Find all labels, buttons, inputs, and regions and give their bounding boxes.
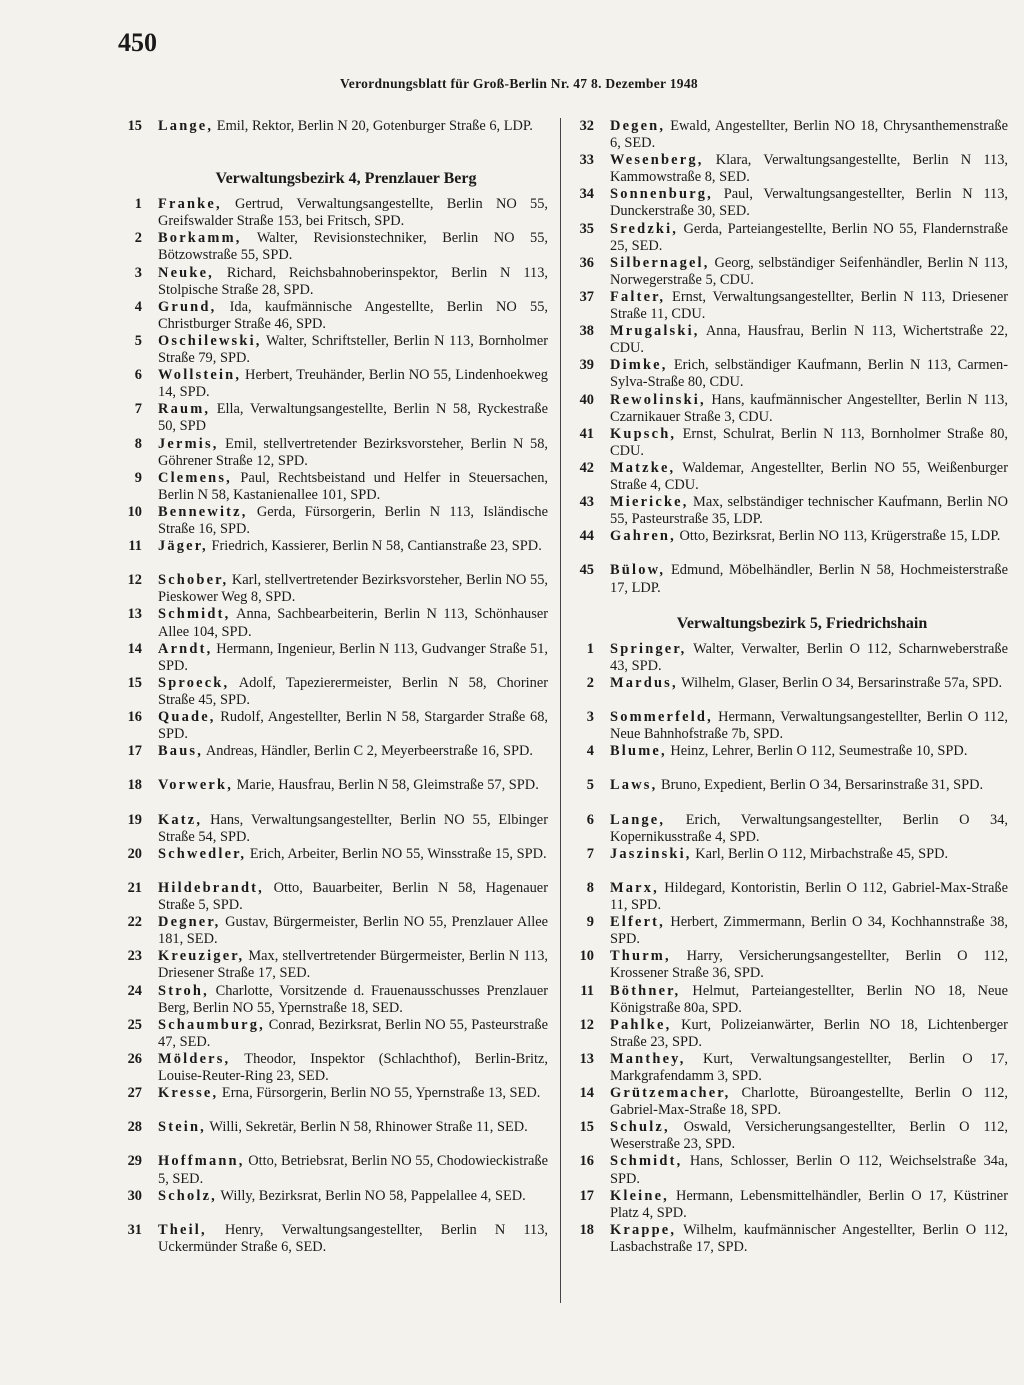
entry-details: Kurt, Polizeianwärter, Berlin NO 18, Lichtenberger Straße 23, SPD.: [610, 1016, 1008, 1050]
entry-number: 23: [127, 948, 142, 965]
entry-number: 31: [127, 1221, 142, 1238]
list-item: [572, 641, 1008, 675]
entry-details: Theodor, Inspektor (Schlachthof), Berlin-Britz, Louise-Reuter-Ring 23, SED.: [158, 1050, 548, 1084]
list-item: [572, 675, 1008, 709]
list-item: [572, 709, 1008, 743]
entry-details: Ewald, Angestellter, Berlin NO 18, Chrysanthemenstraße 6, SED.: [610, 118, 1008, 152]
entry-name: Pahlke,: [610, 1016, 672, 1033]
entry-details: Marie, Hausfrau, Berlin N 58, Gleimstraße 57, SPD.: [236, 777, 539, 794]
entry-number: 5: [586, 777, 594, 794]
entry-details: Richard, Reichsbahnoberinspektor, Berlin N 113, Stolpische Straße 28, SPD.: [158, 264, 548, 298]
entry-name: Lange,: [158, 118, 214, 134]
running-header: Verordnungsblatt für Groß-Berlin Nr. 47 8. Dezember 1948: [340, 76, 698, 91]
entry-number: 9: [134, 469, 142, 486]
entry-details: Hermann, Ingenieur, Berlin N 113, Gudvanger Straße 51, SPD.: [158, 640, 548, 674]
entry-number: 12: [127, 572, 142, 589]
entry-number: 9: [586, 914, 594, 931]
list-item: [572, 494, 1008, 528]
entry-details: Otto, Bauarbeiter, Berlin N 58, Hagenauer Straße 5, SPD.: [158, 879, 548, 914]
list-item: [572, 357, 1008, 391]
entry-number: 29: [127, 1153, 142, 1170]
entry-details: Paul, Rechtsbeistand und Helfer in Steuersachen, Berlin N 58, Kastanienallee 101, SPD.: [158, 469, 548, 503]
entry-number: 18: [127, 777, 142, 794]
list-item: [120, 367, 548, 401]
left-column: [120, 118, 548, 1256]
entry-name: Schaumburg,: [158, 1016, 265, 1033]
entry-details: Gerda, Parteiangestellte, Berlin NO 55, Flandernstraße 25, SED.: [610, 220, 1008, 254]
entry-name: Falter,: [610, 288, 666, 305]
list-item: [572, 914, 1008, 948]
district-heading-prenzlauer-berg: Verwaltungsbezirk 4, Prenzlauer Berg: [215, 170, 477, 188]
entry-details: Walter, Verwalter, Berlin O 112, Scharnweberstraße 43, SPD.: [610, 640, 1008, 674]
left-top-entries: [120, 118, 548, 152]
entry-name: Bülow,: [610, 562, 666, 579]
entry-details: Hans, kaufmännischer Angestellter, Berlin N 113, Czarnikauer Straße 3, CDU.: [610, 391, 1008, 425]
entry-details: Ernst, Schulrat, Berlin N 113, Bornholmer Straße 80, CDU.: [610, 425, 1008, 459]
entry-name: Vorwerk,: [158, 777, 234, 794]
entry-details: Anna, Sachbearbeiterin, Berlin N 113, Schönhauser Allee 104, SPD.: [158, 606, 548, 640]
list-item: [572, 289, 1008, 323]
entry-details: Gustav, Bürgermeister, Berlin NO 55, Prenzlauer Allee 181, SED.: [158, 914, 548, 948]
entry-name: Neuke,: [158, 264, 214, 281]
entry-name: Katz,: [158, 811, 203, 828]
list-item: [120, 846, 548, 880]
entry-number: 42: [579, 459, 594, 476]
list-item: [120, 812, 548, 846]
entry-details: Rudolf, Angestellter, Berlin N 58, Stargarder Straße 68, SPD.: [158, 709, 548, 743]
entry-name: Jaszinski,: [610, 845, 692, 862]
entry-number: 7: [586, 845, 594, 862]
entry-details: Herbert, Treuhänder, Berlin NO 55, Lindenhoekweg 14, SPD.: [158, 367, 548, 401]
entry-details: Gerda, Fürsorgerin, Berlin N 113, Isländische Straße 16, SPD.: [158, 503, 548, 537]
right-entry-list: [572, 641, 1008, 1256]
entry-number: 32: [579, 118, 594, 134]
entry-number: 11: [128, 538, 142, 555]
entry-number: 6: [586, 811, 594, 828]
list-item: [572, 392, 1008, 426]
entry-name: Franke,: [158, 196, 222, 213]
list-item: [120, 1119, 548, 1153]
entry-details: Karl, stellvertretender Bezirksvorsteher, Berlin NO 55, Pieskower Weg 8, SPD.: [158, 572, 548, 606]
entry-number: 6: [134, 367, 142, 384]
entry-number: 44: [579, 528, 594, 545]
entry-number: 27: [127, 1085, 142, 1102]
entry-name: Lange,: [610, 811, 666, 828]
entry-number: 19: [127, 811, 142, 828]
entry-number: 11: [580, 982, 594, 999]
entry-number: 12: [579, 1016, 594, 1033]
list-item: [120, 470, 548, 504]
list-item: [572, 186, 1008, 220]
entry-name: Theil,: [158, 1221, 207, 1238]
entry-name: Gahren,: [610, 528, 676, 545]
entry-name: Thurm,: [610, 948, 671, 965]
list-item: [572, 880, 1008, 914]
entry-name: Oschilewski,: [158, 332, 262, 349]
list-item: [120, 504, 548, 538]
list-item: [572, 221, 1008, 255]
entry-name: Wollstein,: [158, 367, 242, 384]
entry-number: 16: [127, 709, 142, 725]
entry-details: Herbert, Zimmermann, Berlin O 34, Kochhannstraße 38, SPD.: [610, 914, 1008, 948]
entry-details: Henry, Verwaltungsangestellter, Berlin N 113, Uckermünder Straße 6, SED.: [158, 1221, 548, 1255]
entry-name: Grützemacher,: [610, 1085, 731, 1102]
entry-details: Erich, Verwaltungsangestellter, Berlin O 34, Kopernikusstraße 4, SPD.: [610, 811, 1008, 845]
entry-details: Hans, Verwaltungsangestellter, Berlin NO 55, Elbinger Straße 54, SPD.: [158, 811, 548, 845]
entry-name: Rewolinski,: [610, 391, 706, 408]
entry-number: 7: [134, 401, 142, 418]
entry-details: Friedrich, Kassierer, Berlin N 58, Cantianstraße 23, SPD.: [211, 538, 542, 555]
list-item: [572, 1017, 1008, 1051]
entry-name: Stroh,: [158, 982, 209, 999]
entry-name: Kleine,: [610, 1187, 669, 1204]
entry-number: 15: [579, 1119, 594, 1136]
entry-name: Krappe,: [610, 1221, 677, 1238]
entry-details: Charlotte, Vorsitzende d. Frauenausschusses Prenzlauer Berg, Berlin NO 55, Ypernstraße 18, SED.: [158, 982, 548, 1016]
list-item: [572, 528, 1008, 562]
entry-details: Anna, Hausfrau, Berlin N 113, Wichertstraße 22, CDU.: [610, 323, 1008, 357]
entry-name: Manthey,: [610, 1050, 686, 1067]
entry-number: 17: [579, 1187, 594, 1204]
entry-number: 25: [127, 1016, 142, 1033]
entry-details: Harry, Versicherungsangestellter, Berlin O 112, Krossener Straße 36, SPD.: [610, 948, 1008, 982]
list-item: [572, 846, 1008, 880]
list-item: [120, 914, 548, 948]
entry-details: Wilhelm, kaufmännischer Angestellter, Berlin O 112, Lasbachstraße 17, SPD.: [610, 1221, 1008, 1255]
entry-name: Kreuziger,: [158, 948, 245, 965]
list-item: [572, 118, 1008, 152]
entry-details: Georg, selbständiger Seifenhändler, Berlin N 113, Norwegerstraße 5, CDU.: [610, 254, 1008, 288]
entry-details: Karl, Berlin O 112, Mirbachstraße 45, SPD.: [695, 845, 949, 862]
entry-details: Erich, selbständiger Kaufmann, Berlin N 113, Carmen-Sylva-Straße 80, CDU.: [610, 357, 1008, 391]
entry-details: Heinz, Lehrer, Berlin O 112, Seumestraße 10, SPD.: [670, 743, 968, 760]
entry-name: Matzke,: [610, 459, 676, 476]
entry-name: Schmidt,: [158, 606, 231, 623]
list-item: [120, 777, 548, 811]
entry-number: 34: [579, 186, 594, 203]
entry-details: Bruno, Expedient, Berlin O 34, Bersarinstraße 31, SPD.: [661, 777, 984, 794]
entry-number: 17: [127, 743, 142, 760]
entry-name: Grund,: [158, 298, 217, 315]
entry-name: Arndt,: [158, 640, 213, 657]
entry-name: Springer,: [610, 640, 687, 657]
entry-details: Klara, Verwaltungsangestellte, Berlin N 113, Kammowstraße 8, SED.: [610, 152, 1008, 186]
entry-details: Andreas, Händler, Berlin C 2, Meyerbeerstraße 16, SPD.: [205, 743, 533, 760]
entry-number: 35: [579, 220, 594, 237]
list-item: [120, 230, 548, 264]
entry-name: Schmidt,: [610, 1153, 683, 1170]
entry-number: 45: [579, 562, 594, 579]
list-item: [120, 538, 548, 572]
list-item: [572, 1051, 1008, 1085]
entry-number: 41: [579, 425, 594, 442]
entry-number: 3: [586, 709, 594, 725]
entry-name: Clemens,: [158, 469, 232, 486]
entry-name: Marx,: [610, 879, 659, 896]
entry-name: Baus,: [158, 743, 203, 760]
entry-details: Max, stellvertretender Bürgermeister, Berlin N 113, Driesener Straße 17, SED.: [158, 948, 548, 982]
entry-name: Jäger,: [158, 538, 208, 555]
entry-number: 36: [579, 254, 594, 271]
list-item: [120, 1188, 548, 1222]
list-item: [572, 1119, 1008, 1153]
entry-number: 2: [586, 674, 594, 691]
entry-number: 4: [134, 298, 142, 315]
entry-number: 13: [127, 606, 142, 623]
district-heading-friedrichshain: Verwaltungsbezirk 5, Friedrichshain: [676, 614, 928, 632]
list-item: [572, 1085, 1008, 1119]
entry-number: 1: [586, 640, 594, 657]
entry-details: Hildegard, Kontoristin, Berlin O 112, Gabriel-Max-Straße 11, SPD.: [610, 879, 1008, 914]
list-item: [120, 572, 548, 606]
entry-name: Stein,: [158, 1119, 206, 1136]
entry-name: Böthner,: [610, 982, 681, 999]
list-item: [572, 743, 1008, 777]
entry-details: Walter, Revisionstechniker, Berlin NO 55, Bötzowstraße 55, SPD.: [158, 230, 548, 264]
entry-name: Mrugalski,: [610, 323, 700, 340]
list-item: [572, 1188, 1008, 1222]
list-item: [572, 426, 1008, 460]
entry-details: Paul, Verwaltungsangestellter, Berlin N 113, Dunckerstraße 30, SED.: [610, 186, 1008, 220]
entry-number: 20: [127, 845, 142, 862]
list-item: [572, 777, 1008, 811]
entry-name: Degen,: [610, 118, 666, 134]
list-item: [572, 323, 1008, 357]
entry-number: 4: [586, 743, 594, 760]
entry-details: Conrad, Bezirksrat, Berlin NO 55, Pasteurstraße 47, SED.: [158, 1016, 548, 1050]
entry-details: Emil, stellvertretender Bezirksvorsteher, Berlin N 58, Göhrener Straße 12, SPD.: [158, 435, 548, 469]
list-item: [572, 460, 1008, 494]
entry-details: Max, selbständiger technischer Kaufmann, Berlin NO 55, Pasteurstraße 35, LDP.: [610, 494, 1008, 528]
list-item: [120, 401, 548, 435]
entry-name: Silbernagel,: [610, 254, 710, 271]
list-item: [572, 1153, 1008, 1187]
entry-name: Sonnenburg,: [610, 186, 713, 203]
list-item: [120, 436, 548, 470]
entry-name: Schwedler,: [158, 845, 247, 862]
entry-name: Sommerfeld,: [610, 709, 713, 725]
entry-name: Jermis,: [158, 435, 219, 452]
entry-number: 40: [579, 391, 594, 408]
entry-name: Miericke,: [610, 494, 689, 511]
right-column: [572, 118, 1008, 1256]
entry-details: Walter, Schriftsteller, Berlin N 113, Bornholmer Straße 79, SPD.: [158, 332, 548, 367]
entry-name: Schulz,: [610, 1119, 670, 1136]
entry-name: Kresse,: [158, 1085, 219, 1102]
right-top-entries: [572, 118, 1008, 597]
entry-name: Kupsch,: [610, 425, 677, 442]
entry-number: 28: [127, 1119, 142, 1136]
entry-number: 5: [134, 332, 142, 349]
list-item: [120, 299, 548, 333]
entry-number: 15: [127, 674, 142, 691]
list-item: [572, 948, 1008, 982]
list-item: [572, 562, 1008, 596]
entry-details: Kurt, Verwaltungsangestellter, Berlin O 17, Markgrafendamm 3, SPD.: [610, 1050, 1008, 1084]
entry-name: Wesenberg,: [610, 152, 704, 169]
entry-details: Otto, Betriebsrat, Berlin NO 55, Chodowieckistraße 5, SED.: [158, 1153, 548, 1187]
entry-name: Mardus,: [610, 674, 678, 691]
entry-details: Oswald, Versicherungsangestellter, Berlin O 112, Weserstraße 23, SPD.: [610, 1119, 1008, 1153]
list-item: [120, 196, 548, 230]
entry-name: Hoffmann,: [158, 1153, 245, 1170]
entry-number: 14: [579, 1085, 594, 1102]
page-number: 450: [118, 28, 157, 57]
entry-number: 8: [134, 435, 142, 452]
entry-number: 43: [579, 494, 594, 511]
entry-number: 30: [127, 1187, 142, 1204]
list-item: [120, 1085, 548, 1119]
entry-number: 38: [579, 323, 594, 340]
entry-number: 22: [127, 914, 142, 931]
list-item: [120, 709, 548, 743]
column-divider: [560, 118, 561, 1303]
entry-details: Erich, Arbeiter, Berlin NO 55, Winsstraße 15, SPD.: [249, 845, 547, 862]
entry-name: Quade,: [158, 709, 216, 725]
entry-name: Sredzki,: [610, 220, 679, 237]
entry-details: Otto, Bezirksrat, Berlin NO 113, Krügerstraße 15, LDP.: [679, 528, 1001, 545]
list-item: [120, 983, 548, 1017]
entry-name: Laws,: [610, 777, 658, 794]
entry-name: Borkamm,: [158, 230, 242, 247]
entry-details: Ella, Verwaltungsangestellte, Berlin N 58, Ryckestraße 50, SPD: [158, 401, 548, 435]
entry-name: Elfert,: [610, 914, 665, 931]
entry-details: Gertrud, Verwaltungsangestellte, Berlin NO 55, Greifswalder Straße 153, bei Fritsch, SPD.: [158, 196, 548, 230]
entry-name: Schober,: [158, 572, 229, 589]
entry-details: Charlotte, Büroangestellte, Berlin O 112, Gabriel-Max-Straße 18, SPD.: [610, 1085, 1008, 1119]
list-item: [120, 606, 548, 640]
entry-details: Ida, kaufmännische Angestellte, Berlin NO 55, Christburger Straße 46, SPD.: [158, 298, 548, 332]
list-item: [572, 812, 1008, 846]
list-item: [120, 948, 548, 982]
list-item: [572, 1222, 1008, 1256]
entry-number: 33: [579, 152, 594, 169]
list-item: [120, 880, 548, 914]
entry-number: 18: [579, 1221, 594, 1238]
entry-details: Edmund, Möbelhändler, Berlin N 58, Hochmeisterstraße 17, LDP.: [610, 562, 1008, 596]
entry-number: 39: [579, 357, 594, 374]
entry-details: Wilhelm, Glaser, Berlin O 34, Bersarinstraße 57a, SPD.: [681, 674, 1003, 691]
entry-number: 10: [579, 948, 594, 965]
entry-number: 15: [127, 118, 142, 134]
entry-number: 1: [134, 196, 142, 213]
entry-name: Scholz,: [158, 1187, 217, 1204]
list-item: [120, 641, 548, 675]
entry-details: Willy, Bezirksrat, Berlin NO 58, Pappelallee 4, SED.: [220, 1187, 526, 1204]
entry-name: Raum,: [158, 401, 211, 418]
list-item: [120, 1017, 548, 1051]
left-entry-list: [120, 196, 548, 1256]
entry-details: Erna, Fürsorgerin, Berlin NO 55, Ypernstraße 13, SED.: [221, 1085, 541, 1102]
entry-details: Emil, Rektor, Berlin N 20, Gotenburger Straße 6, LDP.: [216, 118, 533, 134]
entry-name: Bennewitz,: [158, 503, 248, 520]
list-item: [572, 152, 1008, 186]
list-item: [120, 1222, 548, 1256]
list-item: [120, 675, 548, 709]
entry-name: Sproeck,: [158, 674, 230, 691]
entry-number: 37: [579, 288, 594, 305]
list-item: [572, 255, 1008, 289]
list-item: [120, 1051, 548, 1085]
entry-name: Degner,: [158, 914, 221, 931]
entry-details: Hermann, Verwaltungsangestellter, Berlin O 112, Neue Bahnhofstraße 7b, SPD.: [610, 709, 1008, 743]
entry-number: 3: [134, 264, 142, 281]
list-item: [120, 265, 548, 299]
entry-name: Dimke,: [610, 357, 668, 374]
entry-details: Willi, Sekretär, Berlin N 58, Rhinower Straße 11, SED.: [209, 1119, 528, 1136]
entry-number: 13: [579, 1050, 594, 1067]
entry-name: Hildebrandt,: [158, 879, 264, 896]
list-item: [120, 1153, 548, 1187]
entry-number: 2: [134, 230, 142, 247]
entry-details: Hans, Schlosser, Berlin O 112, Weichselstraße 34a, SPD.: [610, 1153, 1008, 1187]
entry-number: 16: [579, 1153, 594, 1170]
entry-details: Waldemar, Angestellter, Berlin NO 55, Weißenburger Straße 4, CDU.: [610, 459, 1008, 493]
list-item: [120, 743, 548, 777]
entry-number: 24: [127, 982, 142, 999]
entry-number: 10: [127, 503, 142, 520]
entry-details: Helmut, Parteiangestellter, Berlin NO 18, Neue Königstraße 80a, SPD.: [610, 982, 1008, 1016]
list-item: [120, 333, 548, 367]
entry-number: 8: [586, 879, 594, 896]
entry-number: 21: [127, 879, 142, 896]
list-item: [572, 983, 1008, 1017]
list-item: [120, 118, 548, 152]
entry-details: Hermann, Lebensmittelhändler, Berlin O 17, Küstriner Platz 4, SPD.: [610, 1187, 1008, 1221]
entry-number: 26: [127, 1050, 142, 1067]
entry-name: Mölders,: [158, 1050, 231, 1067]
entry-details: Adolf, Tapezierermeister, Berlin N 58, Choriner Straße 45, SPD.: [158, 674, 548, 708]
entry-number: 14: [127, 640, 142, 657]
entry-details: Ernst, Verwaltungsangestellter, Berlin N 113, Driesener Straße 11, CDU.: [610, 288, 1008, 323]
entry-name: Blume,: [610, 743, 667, 760]
